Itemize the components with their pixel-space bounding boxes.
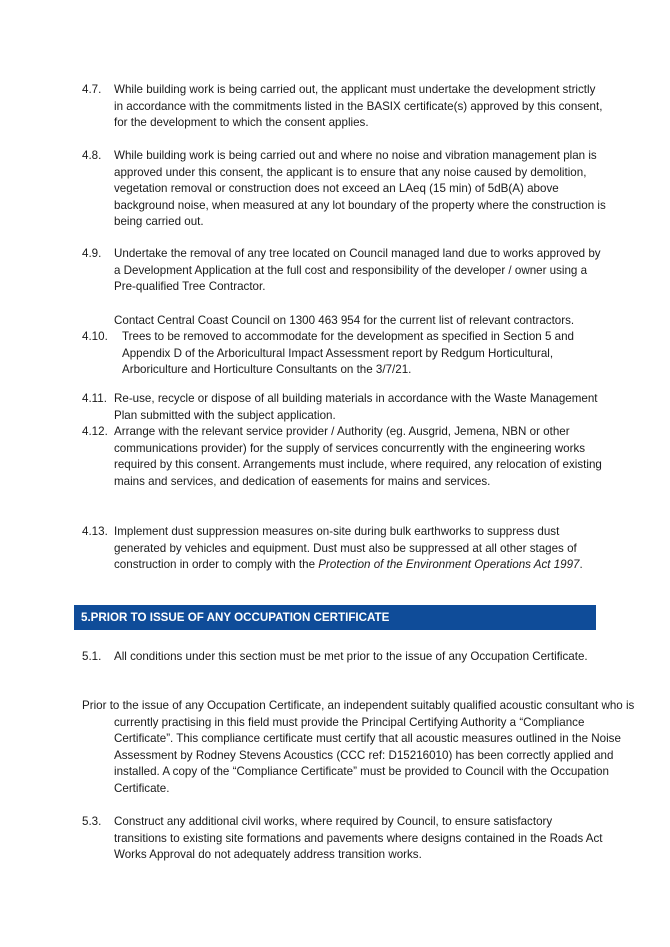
section-heading: 5.PRIOR TO ISSUE OF ANY OCCUPATION CERTIFICATE [74,605,596,630]
condition-4-8 [82,148,606,231]
condition-4-11 [82,391,606,424]
condition-text: Undertake the removal of any tree located on Council managed land due to works approved by a Development Application at the full cost and responsibility of the developer / owner using a Pre-qualified Tree Contractor. [114,247,601,294]
condition-4-13 [82,524,606,574]
condition-text: Trees to be removed to accommodate for the development as specified in Section 5 and Appendix D of the Arboricultural Impact Assessment report by Redgum Horticultural, Arboriculture and Horticulture Consultants on the 3/7/21. [122,330,574,377]
condition-number: 4.9. [82,247,102,260]
condition-5-1 [82,649,606,666]
condition-number: 4.10. [82,330,108,343]
condition-text: Construct any additional civil works, where required by Council, to ensure satisfactory transitions to existing site formations and pavements where designs contained in the Roads Act Works Approval do not adequately address transition works. [114,815,603,862]
condition-text: Implement dust suppression measures on-site during bulk earthworks to suppress dust generated by vehicles and equipment. Dust must also be suppressed at all other stages of construction in order to comply with the Protection of the Environment Operations Act 1997. [114,525,583,572]
condition-text: Re-use, recycle or dispose of all building materials in accordance with the Waste Management Plan submitted with the subject application. [114,392,598,422]
condition-text: While building work is being carried out and where no noise and vibration management plan is approved under this consent, the applicant is to ensure that any noise caused by demolition, vegetation removal or construction does not exceed an LAeq (15 min) of 5dB(A) above background noise, when measured at any lot boundary of the property where the construction is being carried out. [114,149,606,229]
condition-4-9-note: Contact Central Coast Council on 1300 463 954 for the current list of relevant contractors. [114,314,575,327]
condition-number: 5.3. [82,815,102,828]
condition-5-3 [82,814,606,864]
condition-number: 5.1. [82,650,102,663]
condition-5-2: Prior to the issue of any Occupation Certificate, an independent suitably qualified acoustic consultant who is currently practising in this field must provide the Principal Certifying Authority a “Compliance Certificate”. This compliance certificate must certify that all acoustic measures outlined in the Noise Assessment by Rodney Stevens Acoustics (CCC ref: D15216010) has been correctly applied and installed. A copy of the “Compliance Certificate” must be provided to Council with the Occupation Certificate. [82,699,635,795]
condition-4-9 [82,246,606,296]
condition-number: 4.7. [82,83,102,96]
condition-text: Arrange with the relevant service provider / Authority (eg. Ausgrid, Jemena, NBN or other communications provider) for the supply of services concurrently with the engineering works required by this consent. Arrangements must include, where required, any relocation of existing mains and services, and dedication of easements for mains and services. [114,425,602,488]
condition-4-12 [82,424,606,490]
condition-4-7 [82,82,606,132]
condition-number: 4.13. [82,525,108,538]
condition-text: All conditions under this section must be met prior to the issue of any Occupation Certificate. [114,650,588,663]
condition-number: 4.12. [82,425,108,438]
condition-number: 4.8. [82,149,102,162]
condition-4-10 [82,329,606,379]
condition-text: While building work is being carried out, the applicant must undertake the development strictly in accordance with the commitments listed in the BASIX certificate(s) approved by this consent, for the development to which the consent applies. [114,83,603,130]
act-title: Protection of the Environment Operations Act 1997 [318,558,580,572]
condition-number: 4.11. [82,392,107,405]
